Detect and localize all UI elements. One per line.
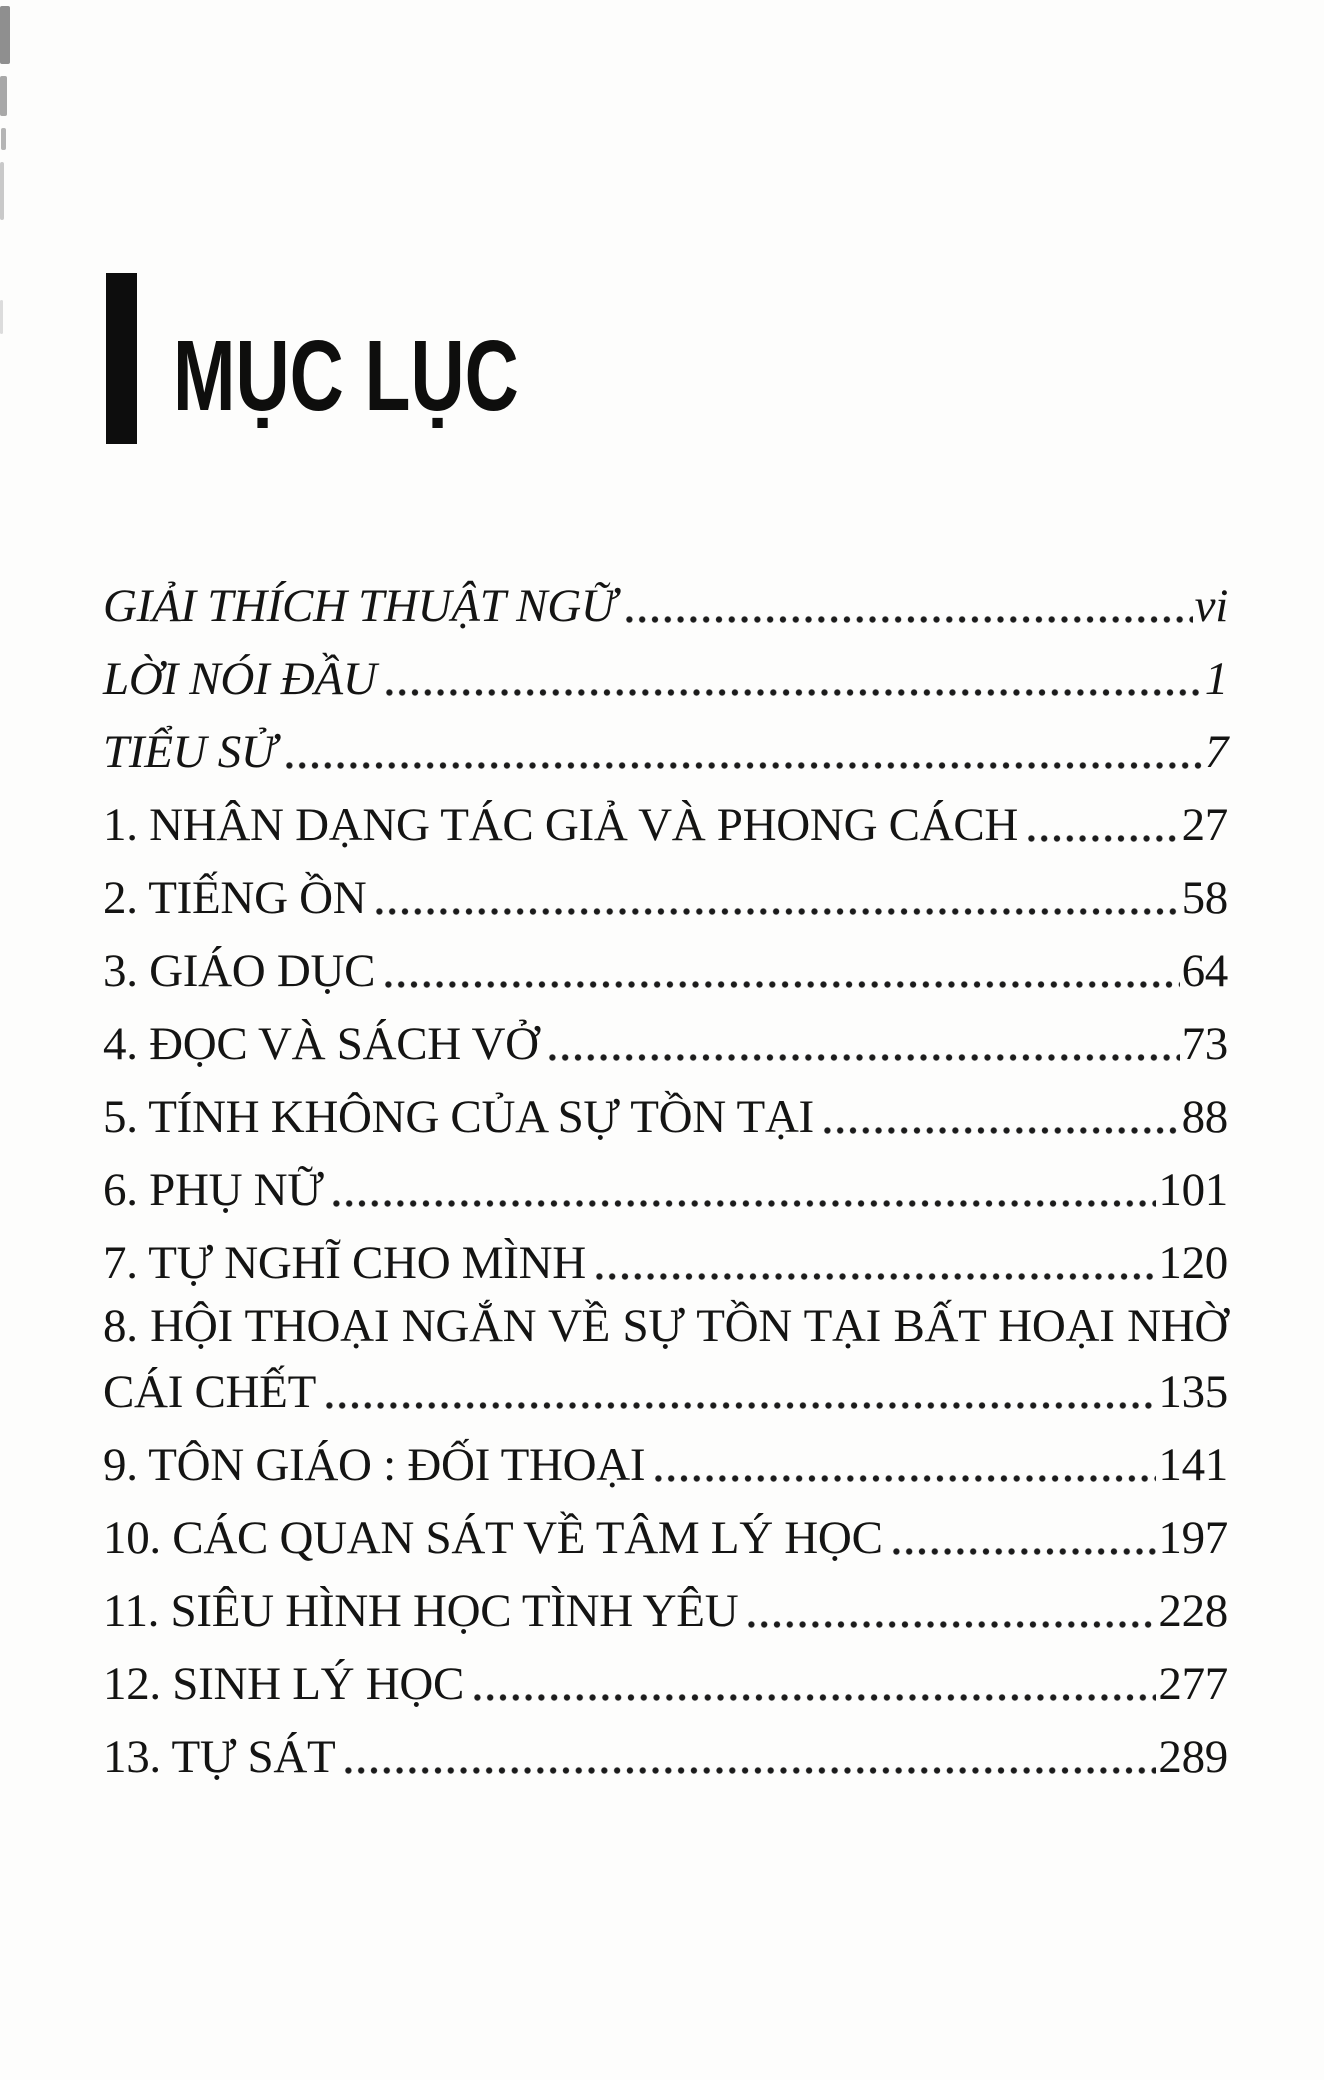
toc-entry-label: 10. CÁC QUAN SÁT VỀ TÂM LÝ HỌC xyxy=(103,1512,883,1565)
scan-artifact xyxy=(0,6,10,64)
toc-entry-label: TIỂU SỬ xyxy=(103,726,277,779)
toc-entry-page: 228 xyxy=(1158,1585,1228,1638)
heading-accent-bar xyxy=(106,273,137,444)
toc-entry xyxy=(103,1711,1228,1784)
toc-entry xyxy=(103,633,1228,706)
toc-entry-page: 58 xyxy=(1181,872,1228,925)
toc-entry-label: 11. SIÊU HÌNH HỌC TÌNH YÊU xyxy=(103,1585,739,1638)
scan-artifact xyxy=(0,76,7,116)
dotted-leader xyxy=(652,1419,1156,1492)
toc-entry-label: 2. TIẾNG ỒN xyxy=(103,872,367,925)
toc-entry xyxy=(103,706,1228,779)
toc-entry-page: 277 xyxy=(1158,1658,1228,1711)
toc-entry xyxy=(103,1492,1228,1565)
dotted-leader xyxy=(1025,779,1180,852)
toc-entry-page: 289 xyxy=(1158,1731,1228,1784)
toc-entry-label: CÁI CHẾT xyxy=(103,1366,317,1419)
toc-entry-label: 5. TÍNH KHÔNG CỦA SỰ TỒN TẠI xyxy=(103,1091,814,1144)
toc-entry xyxy=(103,998,1228,1071)
scan-artifact xyxy=(0,300,3,334)
dotted-leader xyxy=(471,1638,1156,1711)
toc-entry xyxy=(103,925,1228,998)
toc-entry-page: 141 xyxy=(1158,1439,1228,1492)
toc-entry xyxy=(103,1419,1228,1492)
dotted-leader xyxy=(383,633,1202,706)
dotted-leader xyxy=(342,1711,1156,1784)
toc-entry-label: 13. TỰ SÁT xyxy=(103,1731,336,1784)
toc-entry-page: vi xyxy=(1194,580,1228,633)
toc-entry-page: 135 xyxy=(1158,1366,1228,1419)
toc-entry-label: 6. PHỤ NỮ xyxy=(103,1164,324,1217)
toc-entry-line2 xyxy=(103,1363,1228,1419)
dotted-leader xyxy=(546,998,1180,1071)
dotted-leader xyxy=(593,1217,1156,1290)
toc-entry-page: 197 xyxy=(1158,1512,1228,1565)
toc-entry-label: 8. HỘI THOẠI NGẮN VỀ SỰ TỒN TẠI BẤT HOẠI NHỜ xyxy=(103,1300,1228,1352)
toc-entry xyxy=(103,852,1228,925)
toc-entry-label: 3. GIÁO DỤC xyxy=(103,945,376,998)
toc-entry-page: 73 xyxy=(1181,1018,1228,1071)
dotted-leader xyxy=(323,1363,1156,1419)
toc-entry-label: 12. SINH LÝ HỌC xyxy=(103,1658,465,1711)
dotted-leader xyxy=(373,852,1179,925)
toc-entry xyxy=(103,1565,1228,1638)
dotted-leader xyxy=(283,706,1203,779)
toc-entry-label: LỜI NÓI ĐẦU xyxy=(103,653,377,706)
scan-artifact xyxy=(1,128,6,150)
toc-entry-line1 xyxy=(103,1290,1228,1363)
toc-entry xyxy=(103,1217,1228,1290)
dotted-leader xyxy=(382,925,1179,998)
dotted-leader xyxy=(623,560,1193,633)
toc-entry xyxy=(103,1071,1228,1144)
dotted-leader xyxy=(330,1144,1156,1217)
toc-entry xyxy=(103,1638,1228,1711)
toc-entry-label: 4. ĐỌC VÀ SÁCH VỞ xyxy=(103,1018,539,1071)
dotted-leader xyxy=(890,1492,1157,1565)
toc-entry-page: 7 xyxy=(1204,726,1228,779)
toc-entry-page: 1 xyxy=(1204,653,1228,706)
page-title: MỤC LỤC xyxy=(173,320,519,432)
toc-entry xyxy=(103,779,1228,852)
toc-entry xyxy=(103,560,1228,633)
toc-entry-label: GIẢI THÍCH THUẬT NGỮ xyxy=(103,580,616,633)
toc-list xyxy=(103,560,1228,1784)
toc-entry-label: 9. TÔN GIÁO : ĐỐI THOẠI xyxy=(103,1439,646,1492)
dotted-leader xyxy=(821,1071,1180,1144)
scan-artifact xyxy=(0,162,4,220)
toc-entry-page: 88 xyxy=(1181,1091,1228,1144)
dotted-leader xyxy=(745,1565,1156,1638)
toc-entry-page: 27 xyxy=(1181,799,1228,852)
toc-entry xyxy=(103,1144,1228,1217)
toc-entry-label: 7. TỰ NGHĨ CHO MÌNH xyxy=(103,1237,586,1290)
toc-entry-page: 120 xyxy=(1158,1237,1228,1290)
toc-entry-page: 64 xyxy=(1181,945,1228,998)
toc-entry-label: 1. NHÂN DẠNG TÁC GIẢ VÀ PHONG CÁCH xyxy=(103,799,1019,852)
toc-entry-page: 101 xyxy=(1158,1164,1228,1217)
